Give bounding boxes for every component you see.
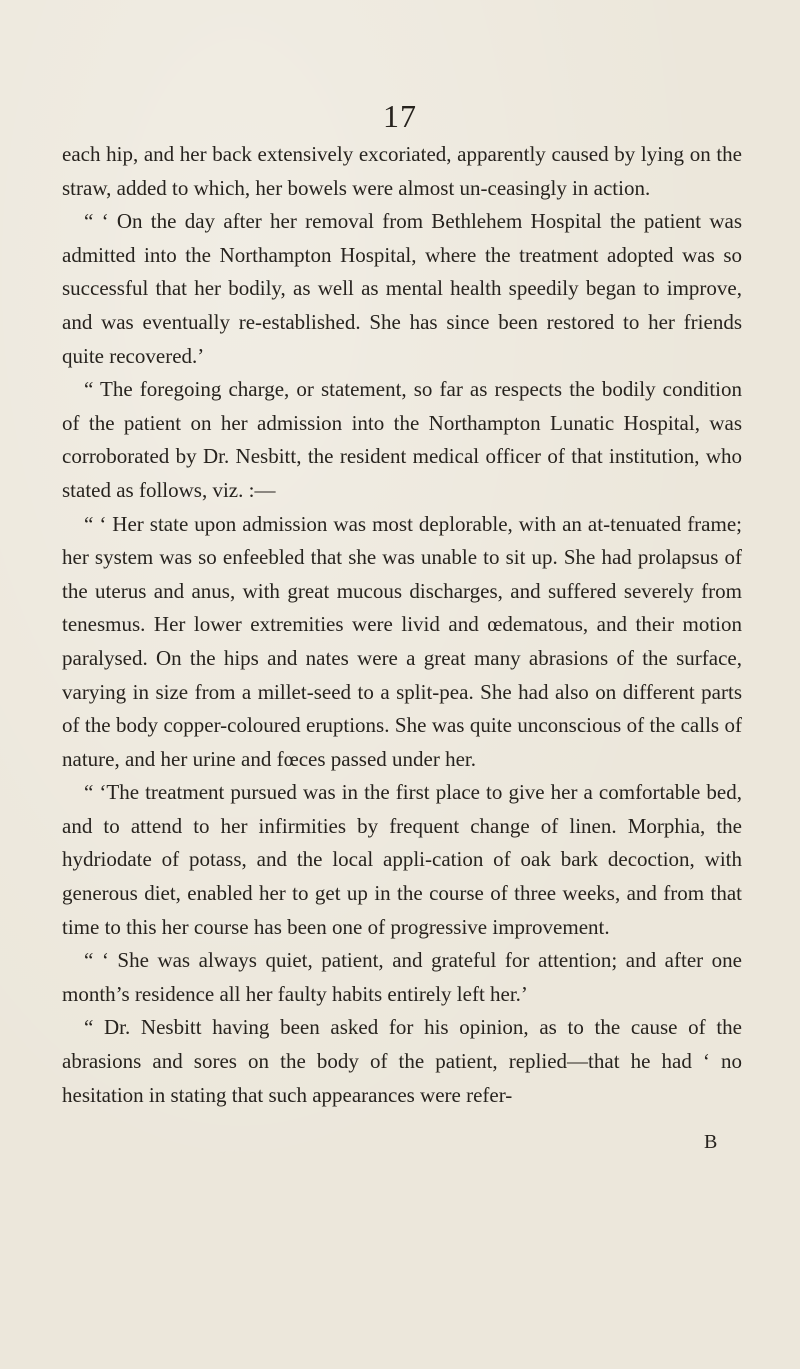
paragraph-quiet-patient: “ ‘ She was always quiet, patient, and grateful for attention; and after one month’s residence all her faulty habits entirely left her.’ xyxy=(62,948,742,1006)
page-number: 17 xyxy=(383,98,417,134)
paragraph-nesbitt-opinion: “ Dr. Nesbitt having been asked for his opinion, as to the cause of the abrasions and sores on the body of the patient, replied—that he had ‘ no hesitation in stating that such appearances were refer- xyxy=(62,1015,742,1107)
signature-mark: B xyxy=(704,1131,718,1153)
paragraph-foregoing-charge: “ The foregoing charge, or statement, so far as respects the bodily condition of the patient on her admission into the Northampton Lunatic Hospital, was corroborated by Dr. Nesbitt, the resident medical officer of that institution, who stated as follows, viz. :— xyxy=(62,377,742,502)
paragraph-continuation: each hip, and her back extensively excoriated, apparently caused by lying on the straw, added to which, her bowels were almost un-ceasingly in action. xyxy=(62,142,742,200)
paragraph-state-on-admission: “ ‘ Her state upon admission was most deplorable, with an at-tenuated frame; her system was so enfeebled that she was unable to sit up. She had prolapsus of the uterus and anus, with great mucous discharges, and suffered severely from tenesmus. Her lower extremities were livid and œdematous, and their motion paralysed. On the hips and nates were a great many abrasions of the surface, varying in size from a millet-seed to a split-pea. She had also on different parts of the body copper-coloured eruptions. She was quite unconscious of the calls of nature, and her urine and fœces passed under her. xyxy=(62,511,742,771)
paragraph-treatment: “ ‘The treatment pursued was in the first place to give her a comfortable bed, and to attend to her infirmities by frequent change of linen. Morphia, the hydriodate of potass, and the local appli-cation of oak bark decoction, with generous diet, enabled her to get up in the course of three weeks, and from that time to this her course has been one of progressive improvement. xyxy=(62,780,742,939)
body-text xyxy=(62,138,742,1112)
paragraph-removal-quote: “ ‘ On the day after her removal from Bethlehem Hospital the patient was admitted into the Northampton Hospital, where the treatment adopted was so successful that her bodily, as well as mental health speedily began to improve, and was eventually re-established. She has since been restored to her friends quite recovered.’ xyxy=(62,209,742,368)
